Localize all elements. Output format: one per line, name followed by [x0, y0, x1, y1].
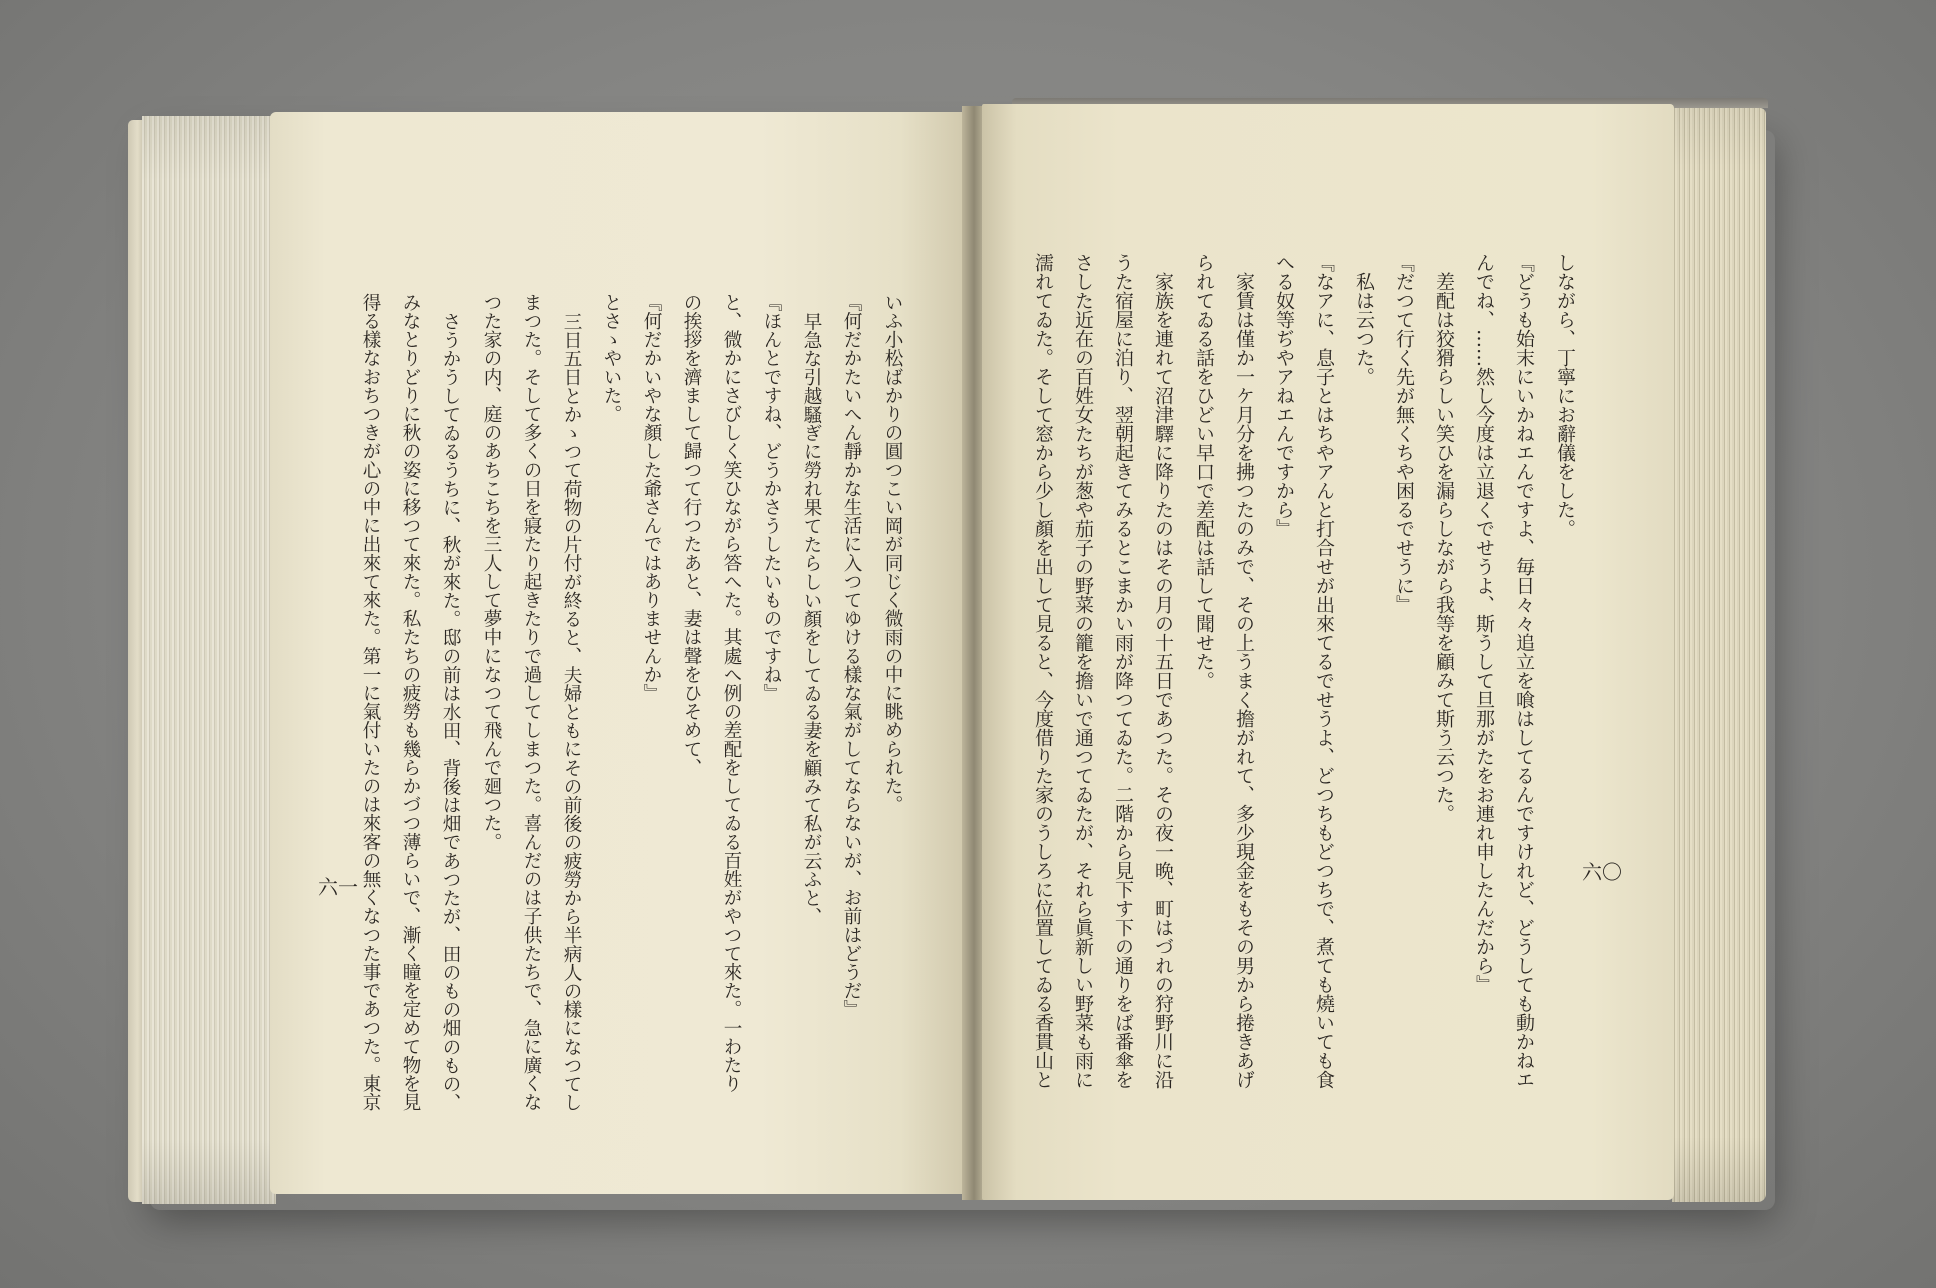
- page-number: 六〇: [1582, 860, 1622, 884]
- page-edges-right: [1672, 108, 1766, 1202]
- text-line: られてゐる話をひどい早口で差配は話して聞せた。: [1193, 253, 1215, 690]
- right-page: [982, 104, 1674, 1200]
- text-line: 『何だかたいへん靜かな生活に入つてゆける樣な氣がしてならないが、お前はどうだ』: [841, 293, 862, 1019]
- text-line: しながら、丁寧にお辭儀をした。: [1554, 253, 1576, 538]
- text-line: 三日五日とかゝつて荷物の片付が終ると、夫婦ともにその前後の疲勞から半病人の樣になつてし: [561, 312, 582, 1112]
- text-line: いふ小松ばかりの圓つこい岡が同じく微雨の中に眺められた。: [882, 293, 903, 814]
- text-line: みなとりどりに秋の姿に移つて來た。私たちの疲勞も幾らかづつ薄らいで、漸く瞳を定めて物を見: [400, 293, 421, 1112]
- text-line: へる奴等ぢやアねエんですから』: [1273, 253, 1295, 538]
- text-line: うた宿屋に泊り、翌朝起きてみるとこまかい雨が降つてゐた。二階から見下す下の通りをば番傘を: [1112, 253, 1134, 1089]
- text-line: 濡れてゐた。そして窓から少し顏を出して見ると、今度借りた家のうしろに位置してゐる香貫山と: [1032, 253, 1054, 1089]
- page-number: 六一: [318, 875, 358, 899]
- text-line: 『だつて行く先が無くちや困るでせうに』: [1393, 253, 1415, 614]
- text-line: んでね、……然し今度は立退くでせうよ、斯うして旦那がたをお連れ申したんだから』: [1473, 253, 1495, 994]
- text-line: さした近在の百姓女たちが葱や茄子の野菜の籠を擔いで通つてゐたが、それら眞新しい野菜も雨に: [1072, 253, 1094, 1089]
- text-line: 『何だかいやな顏した爺さんではありませんか』: [641, 293, 662, 703]
- text-line: 家族を連れて沼津驛に降りたのはその月の十五日であつた。その夜一晩、町はづれの狩野川に沿: [1152, 272, 1174, 1089]
- text-line: まつた。そして多くの日を寢たり起きたりで過してしまつた。喜んだのは子供たちで、急に廣くな: [521, 293, 542, 1112]
- text-line: の挨拶を濟まして歸つて行つたあと、妻は聲をひそめて、: [681, 293, 702, 777]
- text-line: とさゝやいた。: [601, 293, 622, 424]
- text-line: 『なアに、息子とはちやアんと打合せが出來てるでせうよ、どつちもどつちで、煮ても燒いても食: [1313, 253, 1335, 1089]
- left-page: [270, 112, 970, 1194]
- text-line: 差配は狡猾らしい笑ひを漏らしながら我等を顧みて斯う云つた。: [1433, 272, 1455, 823]
- text-line: 私は云つた。: [1353, 272, 1375, 386]
- text-line: 得る樣なおちつきが心の中に出來て來た。第一に氣付いたのは來客の無くなつた事であつた。東京: [360, 293, 381, 1112]
- text-line: さうかうしてゐるうちに、秋が來た。邸の前は水田、背後は畑であつたが、田のもの畑のもの、: [440, 312, 461, 1112]
- text-line: 『ほんとですね、どうかさうしたいものですね』: [761, 293, 782, 703]
- text-line: 『どうも始末にいかねエんですよ、毎日々々追立を喰はしてるんですけれど、どうしても動かねエ: [1513, 253, 1535, 1089]
- text-line: 家賃は僅か一ケ月分を拂つたのみで、その上うまく擔がれて、多少現金をもその男から捲きあげ: [1233, 272, 1255, 1089]
- text-line: つた家の内、庭のあちこちを三人して夢中になつて飛んで廻つた。: [481, 293, 502, 851]
- text-line: と、微かにさびしく笑ひながら答へた。其處へ例の差配をしてゐる百姓がやつて來た。一わたり: [721, 293, 742, 1093]
- text-line: 早急な引越騷ぎに勞れ果てたらしい顏をしてゐる妻を顧みて私が云ふと、: [801, 312, 822, 926]
- page-edges-left: [142, 116, 276, 1204]
